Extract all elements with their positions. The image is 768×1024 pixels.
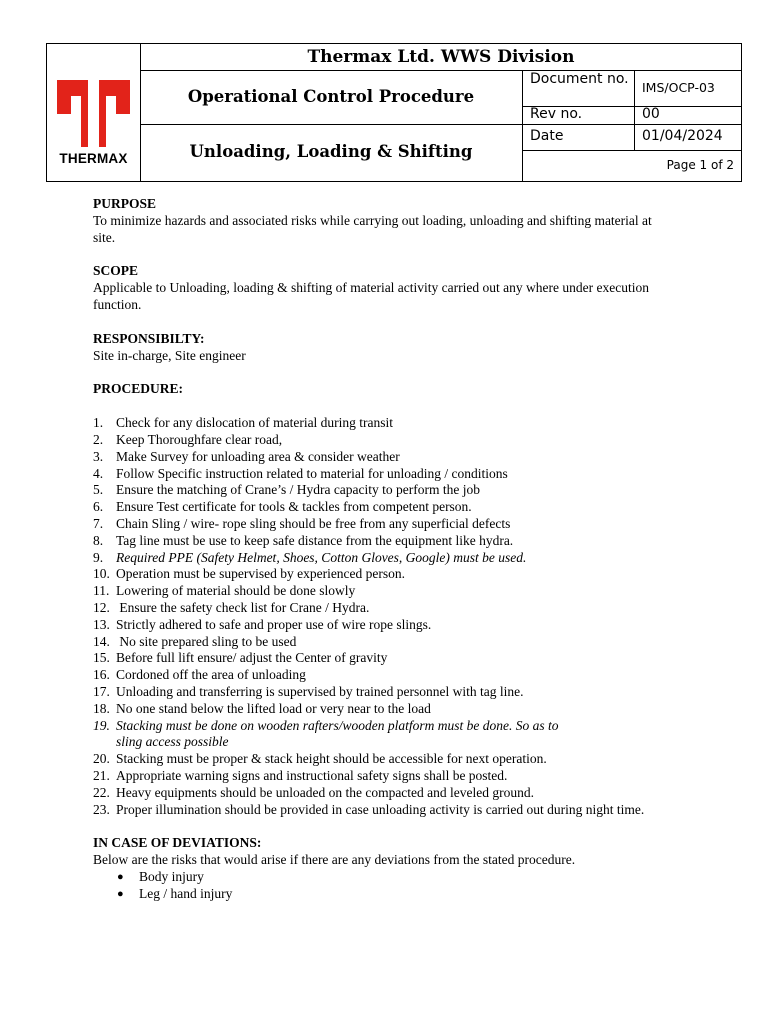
rev-no-value: 00	[642, 106, 660, 122]
divider	[141, 70, 741, 71]
thermax-logo	[57, 80, 130, 147]
list-item: 19. Stacking must be done on wooden rafters/wooden platform must be done. So as to sling access possible	[93, 717, 559, 750]
company-name: Thermax Ltd. WWS Division	[307, 47, 575, 67]
list-item: 18. No one stand below the lifted load or very near to the load	[93, 700, 431, 716]
logo-cell	[47, 44, 140, 181]
list-item: ● Body injury	[117, 868, 204, 884]
list-item: 12. Ensure the safety check list for Crane / Hydra.	[93, 599, 370, 615]
list-item: 8. Tag line must be use to keep safe distance from the equipment like hydra.	[93, 532, 514, 548]
list-item: 15. Before full lift ensure/ adjust the Center of gravity	[93, 650, 388, 666]
document-no-label: Document no.	[530, 71, 629, 87]
logo-wordmark: THERMAX	[59, 151, 128, 166]
list-item: 16. Cordoned off the area of unloading	[93, 667, 306, 683]
divider	[522, 71, 523, 181]
list-item: 14. No site prepared sling to be used	[93, 633, 297, 649]
list-item: 17. Unloading and transferring is supervised by trained personnel with tag line.	[93, 683, 524, 699]
page-number: Page 1 of 2	[666, 158, 734, 172]
list-item: 11. Lowering of material should be done slowly	[93, 583, 356, 599]
date-value: 01/04/2024	[642, 128, 723, 144]
purpose-text: To minimize hazards and associated risks while carrying out loading, unloading and shifting material at site.	[93, 212, 652, 245]
list-item: 9. Required PPE (Safety Helmet, Shoes, Cotton Gloves, Google) must be used.	[93, 549, 527, 565]
list-item: 20. Stacking must be proper & stack height should be accessible for next operation.	[93, 751, 547, 767]
list-item: 2. Keep Thoroughfare clear road,	[93, 431, 283, 447]
responsibility-text: Site in-charge, Site engineer	[93, 347, 246, 363]
list-item: 5. Ensure the matching of Crane’s / Hydra capacity to perform the job	[93, 482, 481, 498]
scope-heading: SCOPE	[93, 263, 139, 279]
responsibility-heading: RESPONSIBILTY:	[93, 330, 205, 346]
document-no-value: IMS/OCP-03	[642, 80, 715, 95]
document-body	[93, 196, 675, 902]
divider	[634, 71, 635, 151]
list-item: 13. Strictly adhered to safe and proper use of wire rope slings.	[93, 616, 432, 632]
list-item: 21. Appropriate warning signs and instructional safety signs shall be posted.	[93, 767, 508, 783]
list-item: ● Leg / hand injury	[117, 885, 233, 901]
risks-list	[93, 869, 675, 903]
date-label: Date	[530, 128, 564, 144]
list-item: 23. Proper illumination should be provided in case unloading activity is carried out during night time.	[93, 801, 645, 817]
scope-text: Applicable to Unloading, loading & shifting of material activity carried out any where under execution function.	[93, 280, 649, 312]
list-item: 7. Chain Sling / wire- rope sling should be free from any superficial defects	[93, 515, 511, 531]
deviations-heading: IN CASE OF DEVIATIONS:	[93, 835, 262, 851]
procedure-heading: PROCEDURE:	[93, 381, 183, 397]
bullet-icon: ●	[117, 887, 124, 900]
list-item: 22. Heavy equipments should be unloaded on the compacted and leveled ground.	[93, 784, 535, 800]
document-type-title: Operational Control Procedure	[187, 87, 475, 106]
list-item: 10. Operation must be supervised by experienced person.	[93, 566, 406, 582]
list-item: 6. Ensure Test certificate for tools & tackles from competent person.	[93, 499, 472, 515]
list-item: 4. Follow Specific instruction related to material for unloading / conditions	[93, 465, 508, 481]
bullet-icon: ●	[117, 870, 124, 883]
divider	[141, 124, 741, 125]
deviations-text: Below are the risks that would arise if there are any deviations from the stated procedure.	[93, 852, 576, 868]
list-item: 3. Make Survey for unloading area & consider weather	[93, 448, 400, 464]
purpose-heading: PURPOSE	[93, 196, 157, 211]
document-header-table	[46, 43, 742, 182]
rev-no-label: Rev no.	[530, 106, 583, 122]
divider	[523, 150, 741, 151]
procedure-steps-list	[93, 415, 675, 818]
document-subject-title: Unloading, Loading & Shifting	[189, 142, 473, 161]
list-item: 1. Check for any dislocation of material during transit	[93, 415, 394, 431]
